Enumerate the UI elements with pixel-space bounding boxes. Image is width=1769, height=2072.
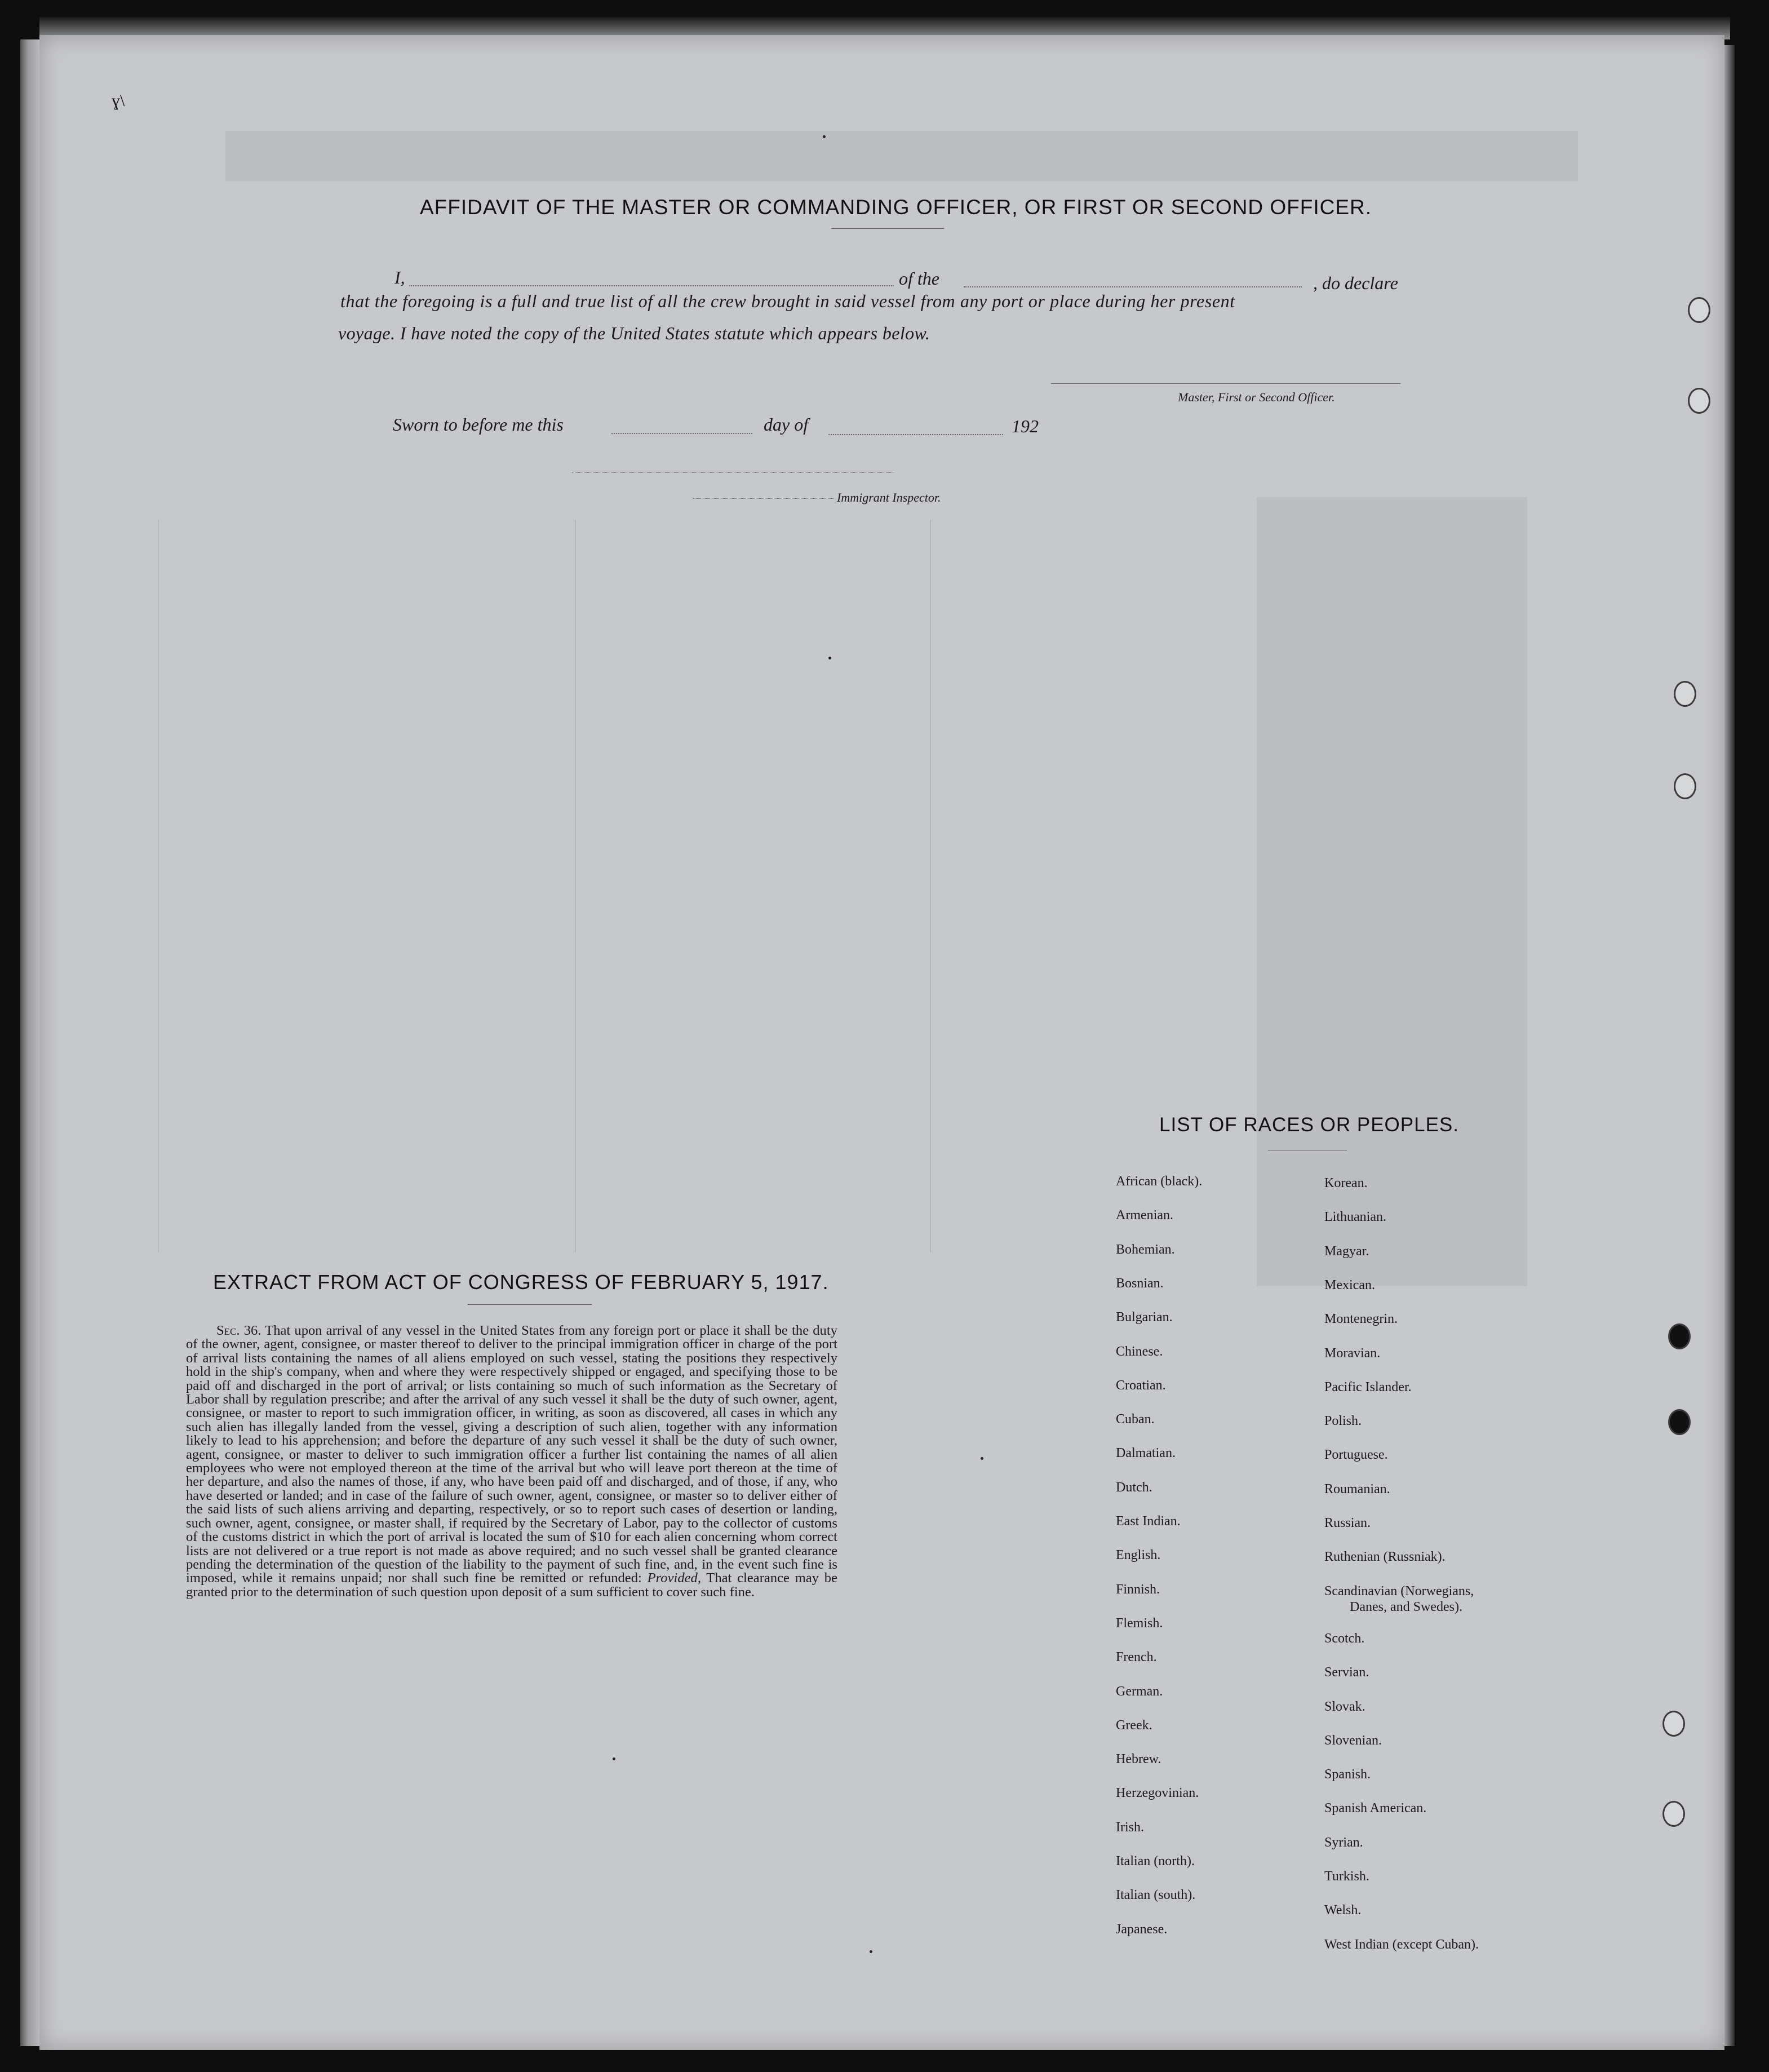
- race-item: Flemish.: [1116, 1615, 1163, 1631]
- race-item: Danes, and Swedes).: [1350, 1599, 1462, 1614]
- race-item: Pacific Islander.: [1324, 1379, 1412, 1394]
- affidavit-line1-of-the: of the: [899, 268, 939, 289]
- race-item: Bohemian.: [1116, 1242, 1175, 1257]
- master-signature-label: Master, First or Second Officer.: [1178, 390, 1335, 404]
- race-item: Slovak.: [1324, 1699, 1365, 1714]
- race-item: Dutch.: [1116, 1480, 1152, 1495]
- sworn-month-field[interactable]: [828, 434, 1003, 435]
- affidavit-line1-i: I,: [394, 267, 405, 287]
- race-item: French.: [1116, 1650, 1157, 1665]
- race-item: Ruthenian (Russniak).: [1324, 1549, 1446, 1565]
- race-item: German.: [1116, 1684, 1163, 1699]
- affidavit-line2: that the foregoing is a full and true list of all the crew brought in said vessel from any port or place during her present: [340, 291, 1235, 311]
- race-item: Magyar.: [1324, 1243, 1369, 1259]
- race-item: Korean.: [1324, 1176, 1368, 1190]
- ink-speck: [828, 657, 831, 659]
- officer-name-field[interactable]: [409, 285, 894, 286]
- day-of-text: day of: [764, 414, 809, 435]
- race-item: English.: [1116, 1548, 1161, 1563]
- race-item: Russian.: [1324, 1516, 1371, 1530]
- ink-speck: [823, 135, 826, 138]
- race-item: Syrian.: [1324, 1835, 1363, 1850]
- extract-title: EXTRACT FROM ACT OF CONGRESS OF FEBRUARY 5, 1917.: [213, 1270, 829, 1294]
- race-item: Italian (south).: [1116, 1888, 1196, 1903]
- year-text: 192: [1012, 416, 1039, 436]
- race-item: Bosnian.: [1116, 1276, 1164, 1291]
- inspector-label: Immigrant Inspector.: [837, 490, 941, 504]
- race-item: Scotch.: [1324, 1631, 1365, 1646]
- binder-hole: [1688, 388, 1710, 414]
- races-title: LIST OF RACES OR PEOPLES.: [1159, 1114, 1460, 1136]
- race-item: West Indian (except Cuban).: [1324, 1937, 1479, 1952]
- binder-hole: [1668, 1409, 1691, 1435]
- inspector-signature-field[interactable]: [572, 472, 893, 473]
- race-item: Lithuanian.: [1324, 1210, 1386, 1225]
- race-item: Moravian.: [1324, 1345, 1381, 1361]
- affidavit-title-rule: [831, 228, 944, 229]
- sworn-day-field[interactable]: [611, 433, 752, 434]
- race-item: Hebrew.: [1116, 1752, 1161, 1767]
- section-label: Sec. 36.: [216, 1323, 261, 1338]
- race-item: Croatian.: [1116, 1378, 1166, 1393]
- ink-speck: [981, 1457, 983, 1460]
- race-item: Greek.: [1116, 1717, 1152, 1733]
- bleed-through-rule: [158, 520, 159, 1252]
- binder-hole: [1668, 1323, 1691, 1349]
- bleed-through-rule: [575, 520, 576, 1252]
- race-item: Mexican.: [1324, 1277, 1375, 1292]
- binder-hole: [1674, 773, 1696, 799]
- bleed-through-header: [225, 131, 1578, 181]
- race-item: Turkish.: [1324, 1869, 1369, 1884]
- statute-text: [186, 1324, 837, 1599]
- race-item: Armenian.: [1116, 1208, 1173, 1223]
- vessel-name-field[interactable]: [964, 286, 1302, 287]
- race-item: Spanish.: [1324, 1767, 1371, 1782]
- extract-title-rule: [468, 1304, 592, 1305]
- binder-hole: [1674, 681, 1696, 707]
- statute-end: That clearance may be granted prior to the determination of such question upon deposit of a sum sufficient to cover such fine.: [186, 1570, 837, 1600]
- race-item: Servian.: [1324, 1665, 1369, 1680]
- race-item: Irish.: [1116, 1819, 1144, 1835]
- binder-hole: [1662, 1801, 1685, 1827]
- affidavit-title: AFFIDAVIT OF THE MASTER OR COMMANDING OFFICER, OR FIRST OR SECOND OFFICER.: [420, 196, 1372, 219]
- affidavit-line3: voyage. I have noted the copy of the United States statute which appears below.: [338, 323, 930, 343]
- race-item: Polish.: [1324, 1414, 1362, 1429]
- ink-speck: [613, 1757, 615, 1760]
- race-item: Montenegrin.: [1324, 1312, 1398, 1327]
- bleed-through-names: [1257, 497, 1527, 1286]
- race-item: Slovenian.: [1324, 1733, 1382, 1748]
- bleed-through-rule: [930, 520, 931, 1252]
- race-item: Dalmatian.: [1116, 1446, 1176, 1461]
- sworn-text: Sworn to before me this: [393, 414, 564, 435]
- race-item: Scandinavian (Norwegians,: [1324, 1583, 1474, 1599]
- race-item: Portuguese.: [1324, 1447, 1388, 1463]
- binder-hole: [1688, 297, 1710, 323]
- left-binding-edge: [20, 39, 39, 2046]
- proviso-word: Provided,: [647, 1570, 701, 1586]
- race-item: Italian (north).: [1116, 1854, 1195, 1869]
- affidavit-line1-declare: , do declare: [1313, 273, 1398, 293]
- master-signature-field[interactable]: [1051, 383, 1400, 384]
- race-item: Welsh.: [1324, 1903, 1362, 1918]
- race-item: East Indian.: [1116, 1514, 1181, 1529]
- race-item: Spanish American.: [1324, 1801, 1427, 1816]
- statute-body: That upon arrival of any vessel in the United States from any foreign port or place it shall be the duty of the owner, agent, consignee, or master thereof to deliver to the principal immigration officer in charge of the port of arrival lists containing the names of all aliens employed on such vessel, stating the positions they respectively hold in the ship's company, when and where they were respectively shipped or engaged, and specifying those to be paid off and discharged in the port of arrival; or lists containing so much of such information as the Secretary of Labor shall by regulation prescribe; and after the arrival of any such vessel it shall be the duty of such owner, agent, consignee, or master to report to such immigration officer, in writing, as soon as discovered, all cases in which any such alien has illegally landed from the vessel, giving a description of such alien, together with any information likely to lead to his apprehension; and before the departure of any such vessel it shall be the duty of such owner, agent, consignee, or master to deliver to such immigration officer a further list containing the names of all alien employees who were not employed thereon at the time of the arrival but who will leave port thereon at the time of her departure, and also the names of those, if any, who have been paid off and discharged, and of those, if any, who have deserted or landed; and in case of the failure of such owner, agent, consignee, or master so to deliver either of the said lists of such aliens arriving and departing, respectively, or so to report such cases of desertion or landing, such owner, agent, consignee, or master shall, if required by the Secretary of Labor, pay to the collector of customs of the customs district in which the port of arrival is located the sum of $10 for each alien concerning whom correct lists are not delivered or a true report is not made as above required; and no such vessel shall be granted clearance pending the determination of the question of the liability to the payment of such fine, and, in the event such fine is imposed, while it remains unpaid; nor shall such fine be remitted or refunded:: [186, 1323, 837, 1586]
- inspector-dotted-leader: [693, 498, 834, 499]
- race-item: African (black).: [1116, 1174, 1203, 1189]
- race-item: Japanese.: [1116, 1922, 1168, 1937]
- race-item: Finnish.: [1116, 1582, 1160, 1597]
- race-item: Chinese.: [1116, 1344, 1163, 1359]
- race-item: Cuban.: [1116, 1412, 1155, 1427]
- ink-speck: [870, 1950, 872, 1953]
- race-item: Roumanian.: [1324, 1481, 1390, 1497]
- corner-mark: ɣ\: [112, 91, 125, 110]
- binder-hole: [1662, 1711, 1685, 1737]
- race-item: Bulgarian.: [1116, 1310, 1173, 1325]
- race-item: Herzegovinian.: [1116, 1786, 1199, 1801]
- right-page-edge: [1724, 45, 1735, 2046]
